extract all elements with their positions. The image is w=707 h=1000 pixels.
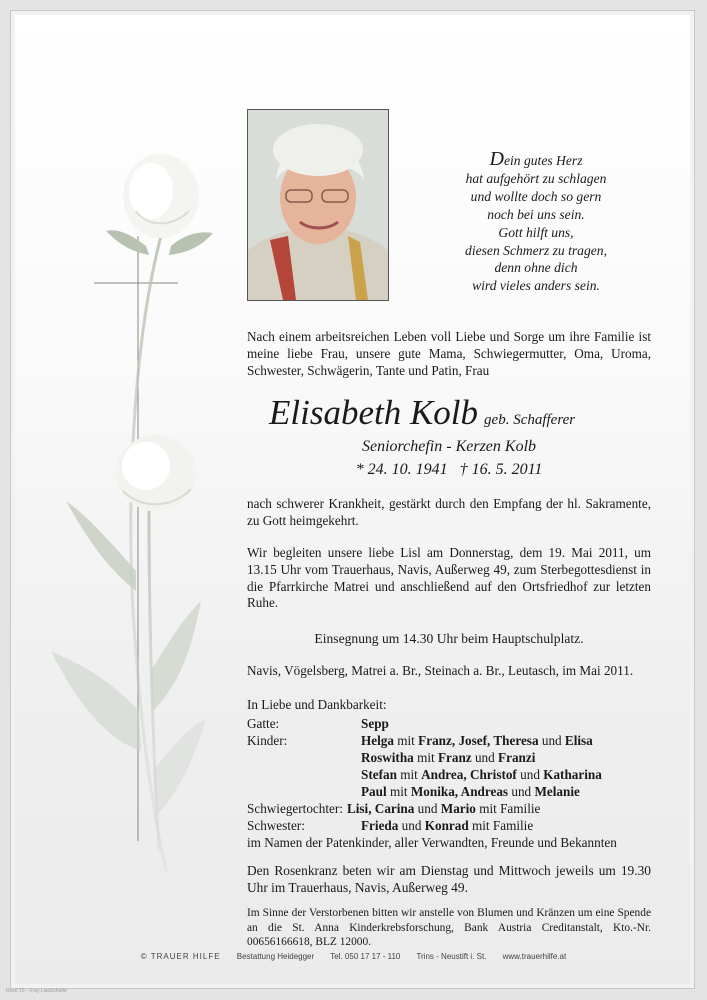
connector-text: und (516, 767, 544, 782)
mourner-name: Melanie (534, 784, 580, 799)
mourner-name: Helga (361, 733, 394, 748)
connector-text: und (508, 784, 535, 799)
mourner-name: Sepp (361, 716, 389, 731)
memorial-poem (421, 148, 651, 295)
mourner-name: Katharina (543, 767, 602, 782)
mourner-name: Elisa (564, 733, 593, 748)
poem-line: wird vieles anders sein. (472, 278, 600, 294)
mourner-label: Kinder: (247, 733, 288, 748)
poem-line: ein gutes Herz (503, 153, 583, 168)
poem-line: hat aufgehört zu schlagen (465, 170, 607, 186)
white-rose-illustration (41, 151, 221, 881)
intro-paragraph: Nach einem arbeitsreichen Leben voll Liebe und Sorge um ihre Familie ist meine liebe Frau, unsere gute Mama, Schwiegermutter, Oma, Uroma, Schwester, Schwägerin, Tante und Patin, Frau (247, 329, 651, 378)
obituary-sheet (10, 10, 695, 989)
footer-location: Trins - Neustift i. St. (416, 952, 487, 961)
poem-line: denn ohne dich (494, 260, 578, 276)
footer-web[interactable]: www.trauerhilfe.at (502, 952, 567, 961)
love-line: In Liebe und Dankbarkeit: (247, 697, 387, 712)
list-item (247, 732, 602, 749)
donation-paragraph: Im Sinne der Verstorbenen bitten wir anstelle von Blumen und Kränzen um eine Spende an die St. Anna Kinderkrebsforschung, Bank Austria Creditanstalt, Kto.-Nr. 00656166618, BLZ 12000. (247, 907, 651, 949)
mourner-name: Franz, Josef, Theresa (418, 733, 539, 748)
mourners-list (247, 715, 602, 834)
connector-text: mit (386, 784, 411, 799)
birth-name: geb. Schafferer (484, 412, 576, 428)
poem-line: und wollte doch so gern (470, 188, 602, 204)
mourner-name: Stefan (361, 767, 397, 782)
mourner-name: Monika, Andreas (410, 784, 509, 799)
mourner-name: Lisi, Carina (346, 801, 415, 816)
portrait-photo (247, 109, 389, 301)
connector-text: mit (396, 767, 422, 782)
mourner-name: Roswitha (361, 750, 414, 765)
mourner-label: Schwiegertochter: (247, 801, 343, 816)
poem-line: noch bei uns sein. (487, 206, 585, 222)
blessing-line: Einsegnung um 14.30 Uhr beim Hauptschulplatz. (314, 631, 584, 646)
connector-text: und (398, 818, 425, 833)
connector-text: mit (413, 750, 438, 765)
life-dates: * 24. 10. 1941 † 16. 5. 2011 (355, 461, 543, 478)
mourner-name: Mario (440, 801, 476, 816)
deceased-name-line (269, 393, 575, 433)
mourner-label: Schwester: (247, 818, 305, 833)
connector-text: und (414, 801, 441, 816)
connector-text: und (471, 750, 499, 765)
poem-dropcap: D (489, 148, 504, 170)
rosary-paragraph: Den Rosenkranz beten wir am Dienstag und Mittwoch jeweils um 19.30 Uhr im Trauerhaus, Navis, Außerweg 49. (247, 863, 651, 895)
list-item (247, 749, 602, 766)
places-line: Navis, Vögelsberg, Matrei a. Br., Steinach a. Br., Leutasch, im Mai 2011. (247, 663, 634, 678)
mourner-label: Gatte: (247, 716, 280, 731)
poem-line: Gott hilft uns, (498, 224, 574, 240)
list-item (247, 817, 602, 834)
footer (0, 952, 707, 961)
extended-family-line: im Namen der Patenkinder, aller Verwandten, Freunde und Bekannten (247, 835, 617, 850)
image-credit: Rose 16 · © by LisaSchulte (6, 988, 67, 994)
funeral-paragraph: Wir begleiten unsere liebe Lisl am Donnerstag, dem 19. Mai 2011, um 13.15 Uhr vom Trauerhaus, Navis, Außerweg 49, zum Sterbegottesdienst in die Pfarrkirche Matrei und anschließend auf den Ortsfriedhof zur letzten Ruhe. (247, 545, 651, 611)
connector-text: und (538, 733, 565, 748)
mourner-name: Franzi (498, 750, 536, 765)
connector-text: mit (393, 733, 419, 748)
footer-company: Bestattung Heidegger (236, 952, 315, 961)
mourner-name: Andrea, Christof (421, 767, 517, 782)
mourner-name: Franz (437, 750, 472, 765)
deceased-name: Elisabeth Kolb (269, 393, 479, 432)
list-item (247, 800, 602, 817)
mourner-name: Konrad (424, 818, 469, 833)
list-item (247, 715, 602, 732)
connector-text: mit Familie (475, 801, 541, 816)
list-item (247, 766, 602, 783)
mourner-name: Frieda (361, 818, 399, 833)
footer-brand: © TRAUER HILFE (140, 952, 221, 961)
list-item (247, 783, 602, 800)
illness-paragraph: nach schwerer Krankheit, gestärkt durch den Empfang der hl. Sakramente, zu Gott heimgekehrt. (247, 496, 651, 528)
footer-phone: Tel. 050 17 17 - 110 (330, 952, 401, 961)
poem-line: diesen Schmerz zu tragen, (465, 242, 607, 258)
deceased-title: Seniorchefin - Kerzen Kolb (361, 438, 537, 455)
connector-text: mit Familie (468, 818, 534, 833)
mourner-name: Paul (361, 784, 387, 799)
